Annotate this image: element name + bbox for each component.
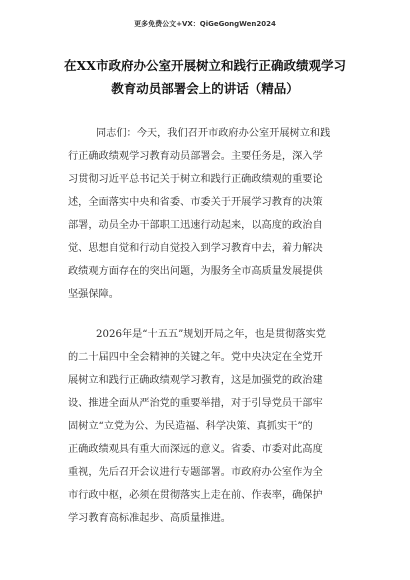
paragraph-line: 行正确政绩观学习教育动员部署会。主要任务是，深入学 [68,151,323,162]
paragraph-line: 重视，先后召开会议进行专题部署。市政府办公室作为全 [68,467,323,478]
paragraph-line: 学习教育高标准起步、高质量推进。 [68,513,231,524]
paragraph-line: 同志们：今天，我们召开市政府办公室开展树立和践 [96,128,331,139]
paragraph-line: 述，全面落实中央和省委、市委关于开展学习教育的决策 [68,197,323,208]
paragraph-line: 展树立和践行正确政绩观学习教育，这是加强党的政治建 [68,375,323,386]
paragraph-line: 习贯彻习近平总书记关于树立和践行正确政绩观的重要论 [68,174,323,185]
paragraph-line: 坚强保障。 [68,289,119,300]
document-title-line-2: 教育动员部署会上的讲话（精品） [111,81,299,96]
page-header: 更多免费公文+VX：QiGeGongWen2024 [134,20,276,28]
paragraph-line: 部署，动员全办干部职工迅速行动起来，以高度的政治自 [68,220,323,231]
document-title-line-1: 在XX市政府办公室开展树立和践行正确政绩观学习 [64,58,346,73]
paragraph-line: 2026年是“十五五”规划开局之年，也是贯彻落实党 [96,329,326,340]
paragraph-line: 市行政中枢，必须在贯彻落实上走在前、作表率，确保护 [68,490,323,501]
paragraph-line: 觉、思想自觉和行动自觉投入到学习教育中去，着力解决 [68,243,323,254]
paragraph-line: 的二十届四中全会精神的关键之年。党中央决定在全党开 [68,352,323,363]
paragraph-line: 设、推进全面从严治党的重要举措，对于引导党员干部牢 [68,398,323,409]
paragraph-line: 政绩观方面存在的突出问题，为服务全市高质量发展提供 [68,266,323,277]
paragraph-line: 固树立“立党为公、为民造福、科学决策、真抓实干”的 [68,421,313,432]
paragraph-line: 正确政绩观具有重大而深远的意义。省委、市委对此高度 [68,444,323,455]
